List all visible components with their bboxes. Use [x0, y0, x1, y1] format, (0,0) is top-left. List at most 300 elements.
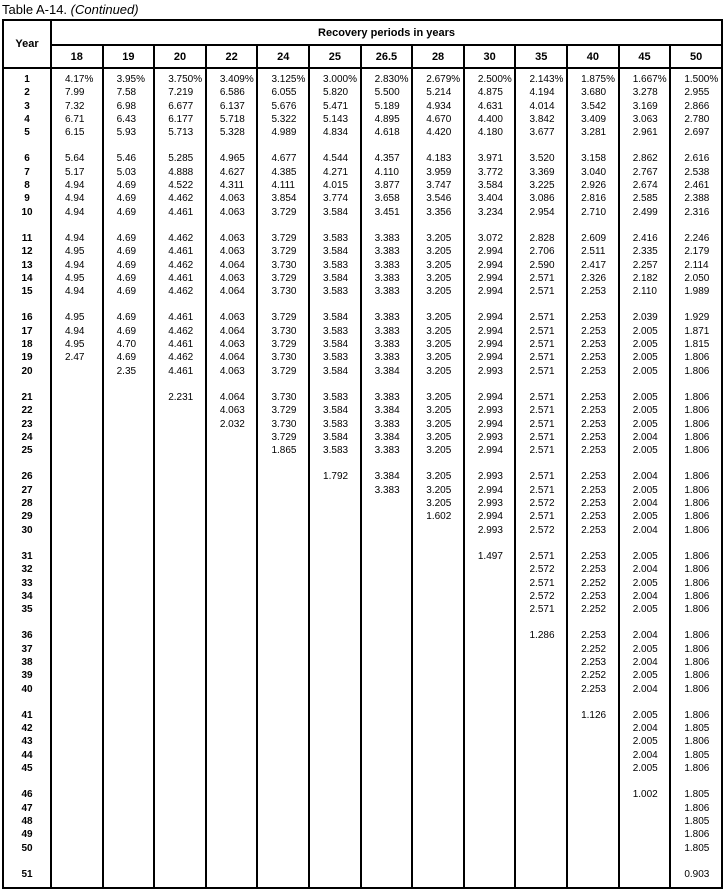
- value-cell: [103, 524, 155, 537]
- value-cell: [619, 842, 671, 855]
- value-cell: [51, 484, 103, 497]
- value-cell: 1.806: [670, 510, 722, 523]
- year-cell: 12: [3, 245, 51, 258]
- table-row-year-38: [3, 656, 722, 669]
- value-cell: 4.194: [515, 86, 567, 99]
- value-cell: 4.180: [464, 126, 516, 139]
- value-cell: [103, 709, 155, 722]
- value-cell: 2.253: [567, 629, 619, 642]
- value-cell: 5.189: [361, 100, 413, 113]
- value-cell: [206, 868, 258, 881]
- value-cell: 4.063: [206, 206, 258, 219]
- value-cell: 4.94: [51, 285, 103, 298]
- value-cell: 4.834: [309, 126, 361, 139]
- value-cell: [257, 762, 309, 775]
- value-cell: [154, 629, 206, 642]
- value-cell: 5.17: [51, 166, 103, 179]
- group-gap-row: [3, 219, 722, 232]
- value-cell: 4.110: [361, 166, 413, 179]
- spacer-cell: [464, 616, 516, 629]
- value-cell: [206, 762, 258, 775]
- value-cell: 1.815: [670, 338, 722, 351]
- value-cell: 2.993: [464, 365, 516, 378]
- spacer-cell: [154, 298, 206, 311]
- value-cell: [257, 603, 309, 616]
- spacer-cell: [3, 298, 51, 311]
- spacer-cell: [567, 219, 619, 232]
- year-cell: 1: [3, 73, 51, 86]
- spacer-cell: [51, 775, 103, 788]
- value-cell: [412, 643, 464, 656]
- value-cell: [515, 842, 567, 855]
- value-cell: 2.571: [515, 391, 567, 404]
- value-cell: 4.462: [154, 325, 206, 338]
- spacer-cell: [103, 775, 155, 788]
- value-cell: [464, 669, 516, 682]
- value-cell: [309, 868, 361, 881]
- spacer-cell: [257, 219, 309, 232]
- value-cell: [103, 735, 155, 748]
- value-cell: 4.69: [103, 179, 155, 192]
- value-cell: 4.311: [206, 179, 258, 192]
- value-cell: 1.806: [670, 669, 722, 682]
- value-cell: [51, 497, 103, 510]
- value-cell: [154, 431, 206, 444]
- value-cell: [619, 802, 671, 815]
- value-cell: [567, 828, 619, 841]
- spacer-cell: [515, 775, 567, 788]
- spacer-cell: [412, 696, 464, 709]
- value-cell: [412, 603, 464, 616]
- value-cell: [103, 828, 155, 841]
- value-cell: 3.747: [412, 179, 464, 192]
- value-cell: 3.205: [412, 391, 464, 404]
- spacer-cell: [257, 881, 309, 888]
- value-cell: 1.805: [670, 722, 722, 735]
- spacer-cell: [257, 855, 309, 868]
- value-cell: [103, 563, 155, 576]
- value-cell: 4.462: [154, 285, 206, 298]
- value-cell: [51, 815, 103, 828]
- value-cell: 2.316: [670, 206, 722, 219]
- value-cell: [464, 842, 516, 855]
- value-cell: 4.875: [464, 86, 516, 99]
- value-cell: [309, 828, 361, 841]
- value-cell: [154, 497, 206, 510]
- spacer-cell: [257, 616, 309, 629]
- value-cell: 2.994: [464, 259, 516, 272]
- value-cell: [206, 656, 258, 669]
- year-cell: 43: [3, 735, 51, 748]
- value-cell: 3.169: [619, 100, 671, 113]
- value-cell: 4.462: [154, 259, 206, 272]
- value-cell: [51, 802, 103, 815]
- value-cell: [257, 524, 309, 537]
- spacer-cell: [257, 775, 309, 788]
- value-cell: 2.005: [619, 735, 671, 748]
- spacer-cell: [3, 696, 51, 709]
- spacer-cell: [567, 537, 619, 550]
- value-cell: [154, 470, 206, 483]
- value-cell: 2.005: [619, 325, 671, 338]
- value-cell: 4.94: [51, 259, 103, 272]
- group-gap-row: [3, 378, 722, 391]
- value-cell: [309, 577, 361, 590]
- spacer-cell: [309, 696, 361, 709]
- value-cell: [103, 470, 155, 483]
- value-cell: [309, 683, 361, 696]
- value-cell: 7.99: [51, 86, 103, 99]
- value-cell: 2.050: [670, 272, 722, 285]
- value-cell: 2.005: [619, 510, 671, 523]
- value-cell: 7.58: [103, 86, 155, 99]
- value-cell: 2.585: [619, 192, 671, 205]
- value-cell: 3.658: [361, 192, 413, 205]
- value-cell: [361, 762, 413, 775]
- value-cell: 2.004: [619, 749, 671, 762]
- value-cell: 5.322: [257, 113, 309, 126]
- value-cell: [464, 629, 516, 642]
- value-cell: 4.69: [103, 311, 155, 324]
- value-cell: 3.584: [309, 272, 361, 285]
- value-cell: 2.994: [464, 351, 516, 364]
- value-cell: 5.46: [103, 152, 155, 165]
- spacer-cell: [103, 457, 155, 470]
- value-cell: 2.994: [464, 325, 516, 338]
- year-cell: 27: [3, 484, 51, 497]
- value-cell: 3.729: [257, 311, 309, 324]
- spacer-cell: [3, 881, 51, 888]
- value-cell: 5.328: [206, 126, 258, 139]
- value-cell: [464, 709, 516, 722]
- value-cell: 3.584: [309, 338, 361, 351]
- spacer-cell: [670, 775, 722, 788]
- value-cell: 4.69: [103, 245, 155, 258]
- value-cell: 4.69: [103, 325, 155, 338]
- value-cell: [361, 788, 413, 801]
- table-row-year-19: [3, 351, 722, 364]
- value-cell: 6.15: [51, 126, 103, 139]
- value-cell: 6.43: [103, 113, 155, 126]
- value-cell: 2.571: [515, 484, 567, 497]
- value-cell: [154, 524, 206, 537]
- table-row-year-48: [3, 815, 722, 828]
- value-cell: 3.546: [412, 192, 464, 205]
- spacer-cell: [619, 881, 671, 888]
- value-cell: 2.571: [515, 470, 567, 483]
- value-cell: [206, 735, 258, 748]
- table-row-year-5: [3, 126, 722, 139]
- value-cell: 3.383: [361, 272, 413, 285]
- spacer-cell: [515, 855, 567, 868]
- value-cell: [51, 643, 103, 656]
- value-cell: 4.420: [412, 126, 464, 139]
- spacer-cell: [3, 139, 51, 152]
- value-cell: 2.511: [567, 245, 619, 258]
- value-cell: 2.572: [515, 563, 567, 576]
- spacer-cell: [412, 616, 464, 629]
- value-cell: [257, 550, 309, 563]
- spacer-cell: [51, 457, 103, 470]
- value-cell: 3.729: [257, 338, 309, 351]
- group-gap-row: [3, 139, 722, 152]
- spacer-cell: [154, 378, 206, 391]
- value-cell: [361, 550, 413, 563]
- value-cell: [206, 444, 258, 457]
- spacer-cell: [103, 616, 155, 629]
- value-cell: [103, 550, 155, 563]
- group-gap-row: [3, 696, 722, 709]
- value-cell: [464, 683, 516, 696]
- value-cell: 4.934: [412, 100, 464, 113]
- spacer-cell: [567, 298, 619, 311]
- value-cell: 5.93: [103, 126, 155, 139]
- value-cell: 4.385: [257, 166, 309, 179]
- value-cell: 3.205: [412, 431, 464, 444]
- value-cell: 2.005: [619, 550, 671, 563]
- spacer-cell: [567, 378, 619, 391]
- value-cell: 4.69: [103, 259, 155, 272]
- value-cell: 3.520: [515, 152, 567, 165]
- spacer-cell: [257, 139, 309, 152]
- value-cell: 3.384: [361, 431, 413, 444]
- value-cell: [412, 762, 464, 775]
- value-cell: 2.335: [619, 245, 671, 258]
- spacer-cell: [257, 537, 309, 550]
- value-cell: 2.609: [567, 232, 619, 245]
- spacer-cell: [3, 616, 51, 629]
- group-gap-row: [3, 457, 722, 470]
- value-cell: [464, 868, 516, 881]
- value-cell: [412, 815, 464, 828]
- value-cell: 3.383: [361, 311, 413, 324]
- value-cell: 3.278: [619, 86, 671, 99]
- spacer-cell: [206, 696, 258, 709]
- value-cell: [103, 577, 155, 590]
- spacer-cell: [154, 696, 206, 709]
- value-cell: [51, 629, 103, 642]
- year-cell: 2: [3, 86, 51, 99]
- value-cell: [103, 722, 155, 735]
- value-cell: 6.177: [154, 113, 206, 126]
- spacer-cell: [515, 537, 567, 550]
- spacer-cell: [412, 298, 464, 311]
- spacer-cell: [257, 696, 309, 709]
- spacer-cell: [567, 616, 619, 629]
- value-cell: 4.94: [51, 179, 103, 192]
- value-cell: 3.583: [309, 351, 361, 364]
- spacer-cell: [412, 881, 464, 888]
- value-cell: [257, 669, 309, 682]
- value-cell: 1.805: [670, 842, 722, 855]
- value-cell: 3.451: [361, 206, 413, 219]
- value-cell: 1.875%: [567, 73, 619, 86]
- value-cell: 3.729: [257, 365, 309, 378]
- value-cell: 4.462: [154, 232, 206, 245]
- value-cell: [51, 590, 103, 603]
- value-cell: [309, 629, 361, 642]
- spacer-cell: [412, 457, 464, 470]
- value-cell: 3.205: [412, 484, 464, 497]
- value-cell: 2.110: [619, 285, 671, 298]
- year-cell: 24: [3, 431, 51, 444]
- value-cell: 2.571: [515, 550, 567, 563]
- value-cell: [51, 788, 103, 801]
- value-cell: 3.281: [567, 126, 619, 139]
- value-cell: [257, 722, 309, 735]
- value-cell: 5.214: [412, 86, 464, 99]
- value-cell: 2.253: [567, 656, 619, 669]
- value-cell: 2.994: [464, 444, 516, 457]
- value-cell: 3.063: [619, 113, 671, 126]
- value-cell: [154, 722, 206, 735]
- value-cell: [206, 550, 258, 563]
- spacer-cell: [619, 696, 671, 709]
- table-row-year-4: [3, 113, 722, 126]
- value-cell: 2.35: [103, 365, 155, 378]
- table-row-year-45: [3, 762, 722, 775]
- value-cell: [154, 683, 206, 696]
- value-cell: 2.710: [567, 206, 619, 219]
- value-cell: 1.805: [670, 815, 722, 828]
- value-cell: 4.063: [206, 338, 258, 351]
- value-cell: 2.004: [619, 431, 671, 444]
- year-cell: 9: [3, 192, 51, 205]
- value-cell: [412, 735, 464, 748]
- value-cell: [51, 749, 103, 762]
- spacer-cell: [619, 139, 671, 152]
- value-cell: [515, 815, 567, 828]
- value-cell: 3.383: [361, 285, 413, 298]
- value-cell: [309, 497, 361, 510]
- spacer-cell: [3, 537, 51, 550]
- value-cell: 3.583: [309, 259, 361, 272]
- year-cell: 46: [3, 788, 51, 801]
- table-row-year-51: [3, 868, 722, 881]
- spacer-cell: [309, 855, 361, 868]
- value-cell: 1.871: [670, 325, 722, 338]
- value-cell: 1.500%: [670, 73, 722, 86]
- value-cell: 2.253: [567, 338, 619, 351]
- value-cell: 1.806: [670, 603, 722, 616]
- value-cell: 3.730: [257, 351, 309, 364]
- spacer-cell: [567, 696, 619, 709]
- value-cell: 2.571: [515, 272, 567, 285]
- value-cell: 2.994: [464, 285, 516, 298]
- value-cell: 2.830%: [361, 73, 413, 86]
- table-row-year-33: [3, 577, 722, 590]
- value-cell: [515, 643, 567, 656]
- value-cell: 3.730: [257, 325, 309, 338]
- value-cell: [154, 842, 206, 855]
- value-cell: 4.95: [51, 311, 103, 324]
- spacer-cell: [670, 457, 722, 470]
- table-row-year-49: [3, 828, 722, 841]
- year-cell: 15: [3, 285, 51, 298]
- spacer-cell: [567, 775, 619, 788]
- spacer-cell: [464, 775, 516, 788]
- value-cell: 2.004: [619, 629, 671, 642]
- value-cell: [154, 577, 206, 590]
- value-cell: [103, 788, 155, 801]
- value-cell: 3.542: [567, 100, 619, 113]
- table-row-year-26: [3, 470, 722, 483]
- value-cell: [464, 802, 516, 815]
- value-cell: [361, 497, 413, 510]
- value-cell: 2.994: [464, 272, 516, 285]
- value-cell: 2.253: [567, 497, 619, 510]
- value-cell: [257, 683, 309, 696]
- value-cell: 2.252: [567, 603, 619, 616]
- value-cell: [103, 444, 155, 457]
- value-cell: [154, 669, 206, 682]
- value-cell: 2.780: [670, 113, 722, 126]
- value-cell: 2.954: [515, 206, 567, 219]
- value-cell: [154, 828, 206, 841]
- value-cell: [51, 842, 103, 855]
- spacer-cell: [103, 537, 155, 550]
- value-cell: [206, 563, 258, 576]
- value-cell: [515, 735, 567, 748]
- column-header-18: 18: [51, 45, 103, 68]
- value-cell: [51, 365, 103, 378]
- spacer-cell: [3, 855, 51, 868]
- value-cell: 1.806: [670, 351, 722, 364]
- spacer-cell: [361, 616, 413, 629]
- spacer-cell: [309, 378, 361, 391]
- value-cell: 2.571: [515, 311, 567, 324]
- value-cell: [361, 868, 413, 881]
- value-cell: 1.806: [670, 497, 722, 510]
- value-cell: 2.114: [670, 259, 722, 272]
- value-cell: 4.69: [103, 192, 155, 205]
- spacer-cell: [464, 298, 516, 311]
- year-cell: 29: [3, 510, 51, 523]
- spacer-cell: [206, 457, 258, 470]
- value-cell: [154, 510, 206, 523]
- value-cell: 2.253: [567, 391, 619, 404]
- year-cell: 7: [3, 166, 51, 179]
- table-row-year-18: [3, 338, 722, 351]
- value-cell: 5.03: [103, 166, 155, 179]
- spacer-cell: [103, 696, 155, 709]
- value-cell: 3.383: [361, 338, 413, 351]
- column-header-20: 20: [154, 45, 206, 68]
- value-cell: 3.205: [412, 444, 464, 457]
- value-cell: [309, 802, 361, 815]
- value-cell: 3.584: [309, 206, 361, 219]
- spacer-cell: [51, 616, 103, 629]
- value-cell: 3.234: [464, 206, 516, 219]
- value-cell: 4.461: [154, 338, 206, 351]
- value-cell: 4.70: [103, 338, 155, 351]
- table-row-year-37: [3, 643, 722, 656]
- value-cell: 1.806: [670, 683, 722, 696]
- table-row-year-50: [3, 842, 722, 855]
- value-cell: 2.005: [619, 365, 671, 378]
- value-cell: 7.32: [51, 100, 103, 113]
- value-cell: [51, 418, 103, 431]
- value-cell: [515, 788, 567, 801]
- value-cell: 2.994: [464, 311, 516, 324]
- value-cell: [309, 762, 361, 775]
- spacer-cell: [309, 457, 361, 470]
- value-cell: 4.95: [51, 272, 103, 285]
- year-cell: 23: [3, 418, 51, 431]
- spacer-cell: [567, 881, 619, 888]
- spacer-cell: [309, 616, 361, 629]
- value-cell: 3.730: [257, 285, 309, 298]
